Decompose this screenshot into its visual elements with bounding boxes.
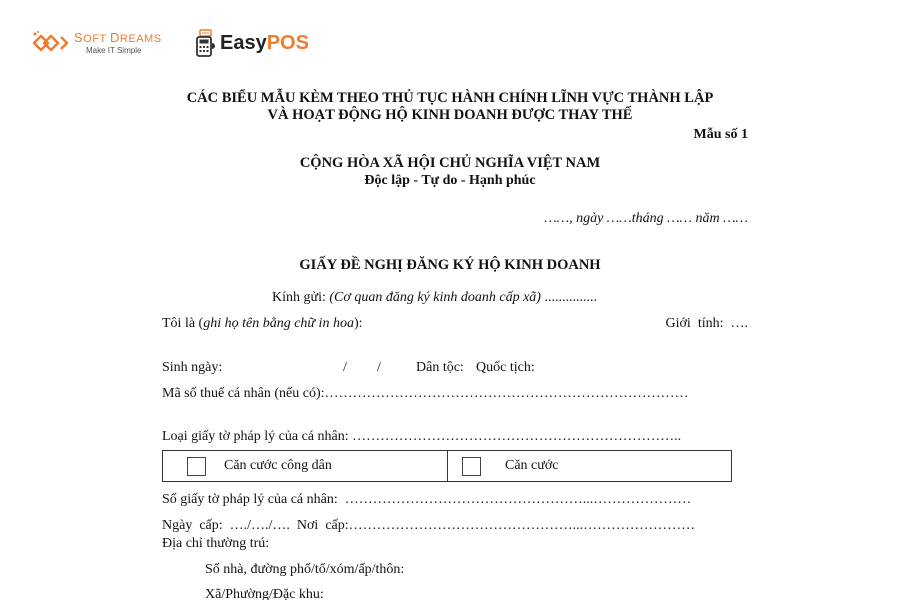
national-title: CỘNG HÒA XÃ HỘI CHỦ NGHĨA VIỆT NAM <box>299 155 601 171</box>
dob-separator-2: / <box>377 360 381 375</box>
legal-doc-type-field: Loại giấy tờ pháp lý của cá nhân: …………………………………………………………….. <box>162 429 682 444</box>
softdreams-mark-icon <box>30 29 70 57</box>
document-heading-line1: CÁC BIỂU MẪU KÈM THEO THỦ TỤC HÀNH CHÍNH LĨNH VỰC THÀNH LẬP <box>186 90 714 106</box>
easypos-logo <box>195 28 309 58</box>
national-motto: Độc lập - Tự do - Hạnh phúc <box>364 173 536 188</box>
option-citizen-id[interactable]: Căn cước công dân <box>163 451 448 481</box>
gender-field[interactable]: Giới tính: …. <box>665 316 748 331</box>
legal-doc-number-field[interactable]: Số giấy tờ pháp lý của cá nhân: ……………………………………………...………………… <box>162 492 692 507</box>
softdreams-tagline: Make IT Simple <box>86 46 142 55</box>
dob-separator-1: / <box>343 360 347 375</box>
id-card-checkbox[interactable] <box>462 457 481 476</box>
pos-terminal-icon <box>195 29 217 57</box>
document-heading-line2: VÀ HOẠT ĐỘNG HỘ KINH DOANH ĐƯỢC THAY THẾ <box>267 107 633 123</box>
easypos-wordmark: EasyPOS <box>220 31 309 54</box>
permanent-address-label: Địa chỉ thường trú: <box>162 536 270 551</box>
ward-field[interactable]: Xã/Phường/Đặc khu: <box>205 587 324 600</box>
form-number: Mẫu số 1 <box>693 127 748 142</box>
nationality-field[interactable]: Quốc tịch: <box>476 360 535 375</box>
tax-code-field[interactable]: Mã số thuế cá nhân (nếu có):…………………………………………………………………… <box>162 386 689 401</box>
date-line: ……, ngày ……tháng …… năm …… <box>544 211 748 226</box>
issue-date-place-field[interactable]: Ngày cấp: …./…./…. Nơi cấp:…………………………………………...…………………… <box>162 518 696 533</box>
option-id-card[interactable]: Căn cước <box>448 451 731 481</box>
ethnicity-field[interactable]: Dân tộc: <box>416 360 464 375</box>
softdreams-brand: SOFT DREAMS <box>74 30 162 45</box>
recipient-line: Kính gửi: (Cơ quan đăng ký kinh doanh cấp xã) ............... <box>272 290 597 305</box>
dob-label[interactable]: Sinh ngày: <box>162 360 223 375</box>
house-street-field[interactable]: Số nhà, đường phố/tổ/xóm/ấp/thôn: <box>205 562 405 577</box>
legal-doc-type-table <box>162 450 732 482</box>
form-title: GIẤY ĐỀ NGHỊ ĐĂNG KÝ HỘ KINH DOANH <box>299 257 601 273</box>
softdreams-logo <box>30 28 162 58</box>
citizen-id-checkbox[interactable] <box>187 457 206 476</box>
full-name-field[interactable]: Tôi là (ghi họ tên bằng chữ in hoa): <box>162 316 363 331</box>
recipient-agency: (Cơ quan đăng ký kinh doanh cấp xã) <box>329 290 541 305</box>
